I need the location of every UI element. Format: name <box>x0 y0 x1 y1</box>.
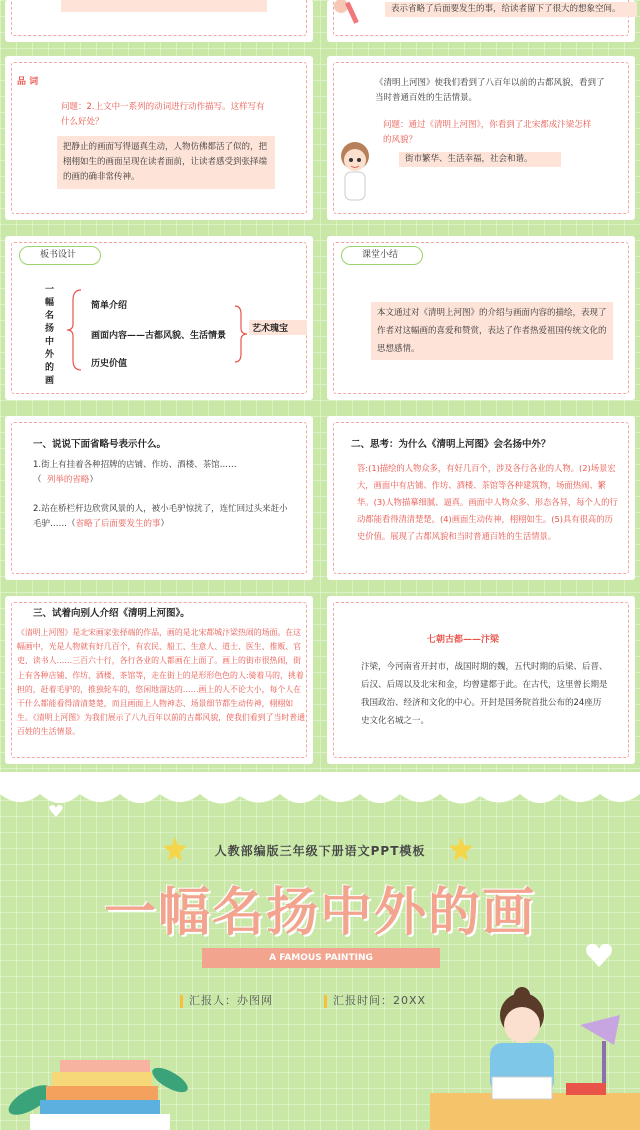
answer-box: 把静止的画面写得逼真生动，人物仿佛都活了似的，把栩栩如生的画面呈现在读者面前，让读者感受到张择端的画的确非常传神。 <box>57 136 275 189</box>
cover-title: 一幅名扬中外的画 <box>103 883 536 943</box>
slide-painting-scene <box>327 56 635 220</box>
slide-ellipsis-exercise <box>5 416 313 580</box>
board-item-2: 画面内容——古都风貌、生活情景 <box>91 331 227 341</box>
board-item-1: 简单介绍 <box>91 301 128 311</box>
slide-partial-top-left <box>5 0 313 42</box>
time-marker <box>324 995 327 1008</box>
a1-open: （ <box>33 475 42 485</box>
slide-class-summary <box>327 236 635 400</box>
heart-icon <box>48 804 64 818</box>
q1-text: 1.街上有挂着各种招牌的店铺、作坊、酒楼、茶馆…… <box>33 460 237 470</box>
intro-text: 《清明上河图》使我们看到了八百年以前的古都风貌，看到了当时普通百姓的生活情景。 <box>375 78 605 103</box>
reporter-label <box>180 992 273 1008</box>
heart-icon-large <box>584 942 614 968</box>
capital-heading: 七朝古都——汴梁 <box>427 635 500 645</box>
section-label: 品 词 <box>17 77 39 87</box>
board-item-3: 历史价值 <box>91 359 128 369</box>
question-text: 问题：通过《清明上河图》，你看到了北宋都成汴梁怎样的风貌？ <box>383 120 592 145</box>
exercise-q1 <box>33 458 283 488</box>
english-title-banner: A FAMOUS PAINTING <box>202 948 440 968</box>
slide-think-question <box>327 416 635 580</box>
time-label <box>324 992 426 1008</box>
ellipsis-meaning-text: 表示省略了后面要发生的事，给读者留下了很大的想象空间。 <box>385 2 637 17</box>
left-brace <box>65 288 85 372</box>
exercise-heading: 一、说说下面省略号表示什么。 <box>33 439 167 450</box>
girl-pencil-icon <box>327 0 367 28</box>
right-brace <box>233 304 249 364</box>
vertical-title: 一幅名扬中外的画 <box>45 285 55 386</box>
q2-text: 2.站在桥栏杆边欣赏风景的人，被小毛驴惊扰了，连忙回过头来赶小毛驴……（ <box>33 504 288 529</box>
a1-answer: 列举的省略 <box>46 475 90 485</box>
board-design-pill: 板书设计 <box>19 246 101 265</box>
think-answer: 答:(1)描绘的人物众多，有好几百个，涉及各行各业的人物。(2)场景宏大，画面中有店铺、作坊、酒楼、茶馆等各种建筑物，场面热闹、繁华。(3)人物描摹细腻、逼真。画面中人物众多、形态各异，每个人的行动都能看得清清楚楚。(4)画面生动传神，栩栩如生。(5)具有很高的历史价值。展现了古都风貌和当时普通百姓的生活情景。 <box>357 463 618 541</box>
student-at-desk-illustration <box>430 985 640 1130</box>
question-text: 问题：2.上文中一系列的动词进行动作描写。这样写有什么好处？ <box>61 102 265 127</box>
slide-introduce-painting <box>5 596 313 764</box>
books-plant-illustration <box>0 1020 200 1130</box>
slide-word-analysis <box>5 56 313 220</box>
board-conclusion: 艺术瑰宝 <box>249 320 307 335</box>
peach-box <box>61 0 267 12</box>
a2-close: ） <box>160 519 170 529</box>
cover-subtitle: 人教部编版三年级下册语文PPT模板 <box>214 844 426 858</box>
a2-answer: 省略了后面要发生的事 <box>75 519 161 529</box>
answer-box: 街市繁华、生活幸福，社会和谐。 <box>399 152 561 167</box>
reporter-marker <box>180 995 183 1008</box>
slide-board-design <box>5 236 313 400</box>
summary-text: 本文通过对《清明上河图》的介绍与画面内容的描绘，表现了作者对这幅画的喜爱和赞赏，表达了作者热爱祖国传统文化的思想感情。 <box>371 302 613 360</box>
think-heading: 二、思考：为什么《清明上河图》会名扬中外？ <box>351 439 551 450</box>
slide-ancient-capital <box>327 596 635 764</box>
exercise-q2 <box>33 502 289 532</box>
time-text: 汇报时间：20XX <box>333 994 427 1007</box>
introduce-text: 《清明上河图》是北宋画家张择端的作品，画的是北宋都城汴梁热闹的场面。在这幅画中，光是人物就有好几百个，有农民、船工、生意人、道士、医生、推贩、官吏、读书人……三百六十行，各行各业的人都画在上面了。画上的街市很热闹，街上有各种店铺、作坊、酒楼、茶馆等，走在街上的是形形色色的人:骑着马的，挑着担的，赶着毛驴的，推独轮车的，悠闲地溜达的……画上的人不论大小，每个人在干什么都能看得清清楚楚，而且画面上人物神态、场景细节都生动传神，栩栩如生。《清明上河图》为我们展示了八九百年以前的古都风貌，使我们看到了当时普通百姓的生活情景。 <box>17 628 306 737</box>
cloud-border <box>0 772 640 822</box>
girl-avatar-icon <box>333 136 377 206</box>
introduce-heading: 三、试着向别人介绍《清明上河图》。 <box>33 608 190 619</box>
class-summary-pill: 课堂小结 <box>341 246 423 265</box>
a1-close: ） <box>89 475 98 485</box>
reporter-text: 汇报人：办图网 <box>189 994 273 1007</box>
slide-partial-top-right <box>327 0 635 42</box>
capital-text: 汴梁，今河南省开封市，战国时期的魏，五代时期的后梁、后晋、后汉、后周以及北宋和金，均曾建都于此。在古代，这里曾长期是我国政治、经济和文化的中心。开封是国务院首批公布的24座历史文化名城之一。 <box>361 662 608 726</box>
